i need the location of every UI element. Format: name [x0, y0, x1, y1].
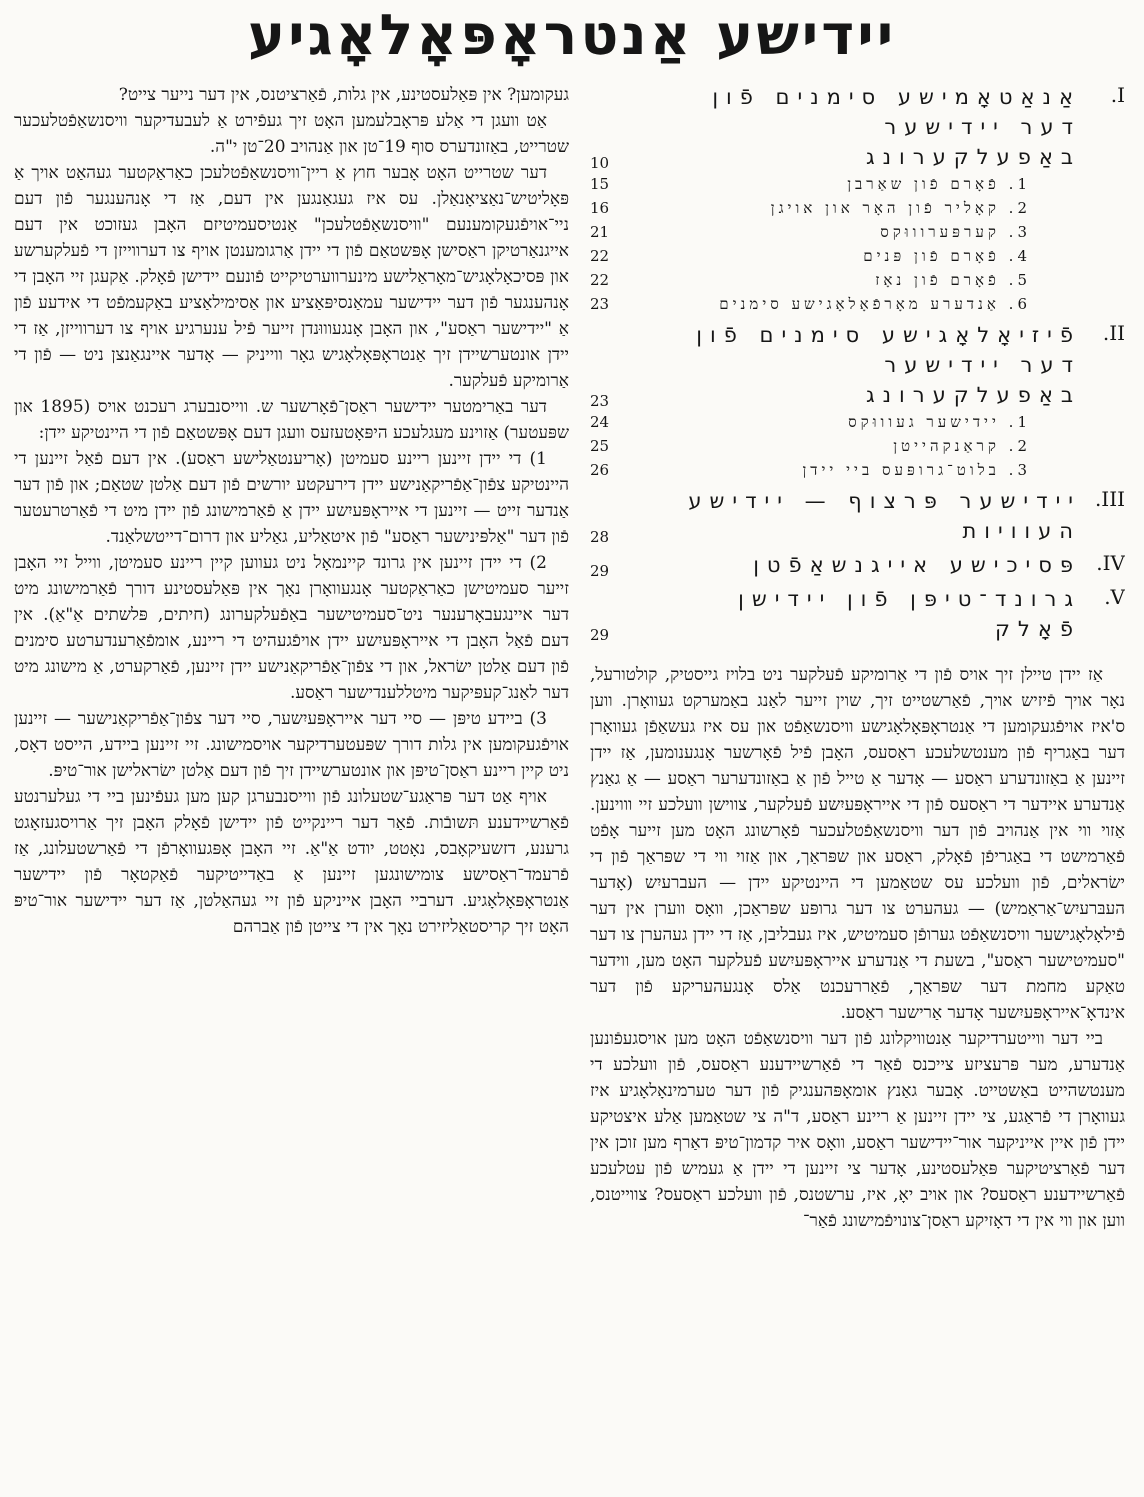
- paragraph: 1) די יידן זיינען ריינע סעמיטן (אָריענטאַלישע ראַסע). אין דעם פֿאַל זיינען די היינטיקע צפֿון־אַפֿריקאַנישע יידן דירעקטע יורשים פֿון דעם אַלטן שטאַם; און פֿון דער אַנדער זייט — זיינען די אייראָפּעיִשע יידן אַ פֿאַרמישונג פֿון יידן מיט די פֿאַרטרעטער פֿון דער "אַלפּינישער ראַסע" פֿון איטאַליע, גאַליע און דרום־דייטשלאַנד.: [14, 449, 569, 547]
- toc-item: [590, 196, 1031, 220]
- toc-item-page: 16: [590, 199, 610, 217]
- paragraph: אַז יידן טיילן זיך אויס פֿון די אַרומיקע פֿעלקער ניט בלויז גייסטיק, קולטורעל, נאָר אויך פֿיזיש אויך, פֿאַרשטייט זיך, שוין זייער לאַנג באַמערקט געוואָרן. ווען ס'איז אויפֿגעקומען די אַנטראָפּאָלאָגישע וויסנשאַפֿט און עס איז געשאַפֿן געוואָרן דער באַגריף פֿון מענטשלעכע ראַסעס, האָבן פֿיל פֿאָרשער אָנגענומען, אַז יידן זיינען אַ באַזונדערע ראַסע — אָדער אַ טייל פֿון אַ באַזונדערער ראַסע — אַ גאַנץ אַנדערע איידער די ראַסעס פֿון די אייראָפּעיִשע פֿעלקער, צווישן וועלכע זיי וווינען. אַזוי ווי אין אַנהויב פֿון דער וויסנשאַפֿטלעכער פֿאָרשונג האָט מען זייער אָפֿט פֿאַרמישט די באַגריפֿן פֿאָלק, ראַסע און שפּראַך, און אַזוי ווי די שפּראַך פֿון די ישׂראלים, פֿון וועלכע עס שטאַמען די היינטיקע יידן — העברעיִש (אָדער העבּרעיִש־אַראַמיש) — געהערט צו דער גרופּע שפּראַכן, וואָס ווערן אין דער פֿילאָלאָגישער וויסנשאַפֿט גערופֿן סעמיטיש, איז געבליבן, אַז די יידן געהערן צו דער "סעמיטישער ראַסע", בשעת די אַנדערע אייראָפּעיִשע פֿעלקער האָט מען, ווידער טאַקע מחמת דער שפּראַך, פֿאַררעכנט אַלס אָנגעהעריקע פֿון דער אינדאָ־אייראָפּעיִשער אָדער אַרישער ראַסע.: [590, 665, 1125, 1023]
- toc-item-list: [590, 410, 1081, 482]
- paragraph: ביי דער ווייטערדיקער אַנטוויקלונג פֿון דער וויסנשאַפֿט האָט מען אויסגעפֿונען אַנדערע, מער פּרעציזע צייכנס פֿאַר די פֿאַרשיידענע ראַסעס, פֿון וועלכע די מענטשהייט באַשטייט. אָבער גאַנץ אומאָפּהענגיק פֿון דער טערמינאָלאָגיע איז געוואָרן די פֿראַגע, צי יידן זיינען אַ ריינע ראַסע, ד"ה צי שטאַמען אַלע איצטיקע יידן פֿון איין אייניקער אור־יידישער ראַסע, וואָס איר קדמון־טיפּ דאַרף מען זוכן אין דער פֿאַרציטיקער פּאַלעסטינע, אָדער צי זיינען די יידן אַ געמיש פֿון עטלעכע פֿאַרשיידענע ראַסעס? און אויב יאָ, איז, ערשטנס, פֿון וועלכע ראַסעס? צווייטנס, ווען און ווי אין די דאָזיקע ראַסן־צונויפֿמישונג פֿאַר־: [590, 1029, 1125, 1231]
- toc-section: [590, 82, 1125, 316]
- toc-page-number: 29: [590, 562, 610, 580]
- toc-section: [590, 550, 1125, 580]
- paragraph: געקומען? אין פּאַלעסטינע, אין גלות, פֿאַרציטנס, אין דער נייער צייט?: [118, 85, 569, 105]
- toc-page-number: 23: [590, 392, 610, 410]
- toc-item-page: 26: [590, 461, 610, 479]
- toc-item: [590, 458, 1031, 482]
- toc-section-title: אַנאַטאָמישע סימנים פֿון דער יידישער באַפעלקערונג: [712, 85, 1081, 169]
- toc-item-page: 21: [590, 223, 610, 241]
- paragraph: דער באַרימטער יידישער ראַסן־פֿאָרשער ש. ווייסנבערג רעכנט אויס (1895 און שפּעטער) אַזוינע מעגלעכע היפּאָטעזעס וועגן דעם אָפּשטאַם פֿון די היינטיקע יידן:: [14, 397, 569, 443]
- toc-item-page: 22: [590, 271, 610, 289]
- toc-section-number: II.: [1102, 321, 1125, 345]
- table-of-contents: [590, 82, 1125, 644]
- paragraph: אַט וועגן די אַלע פּראָבלעמען האָט זיך געפֿירט אַ לעבעדיקער וויסנשאַפֿטלעכער שטרייט, באַזונדערס סוף 19־טן און אַנהויב 20־טן י"ה.: [14, 111, 569, 157]
- toc-section-title: גרונד־טיפּן פֿון יידישן פֿאָלק: [738, 587, 1081, 641]
- toc-item-page: 15: [590, 175, 610, 193]
- toc-section-title: פֿיזיאָלאָגישע סימנים פֿון דער יידישער באַפעלקערונג: [696, 323, 1081, 407]
- right-column: [590, 82, 1125, 1494]
- toc-item-label: 4. פֿאָרם פֿון פּנים: [863, 247, 1031, 265]
- toc-item-label: 3. בלוט־גרופּעס ביי יידן: [802, 461, 1031, 479]
- toc-section-title: פּסיכישע אייגנשאַפֿטן: [753, 553, 1081, 577]
- toc-item: [590, 434, 1031, 458]
- left-column: [14, 82, 569, 1494]
- toc-section-title: יידישער פּרצוף — יידישע העוויות: [688, 489, 1081, 543]
- toc-item-label: 3. קערפּערוווּקס: [880, 223, 1031, 241]
- toc-item: [590, 172, 1031, 196]
- toc-page-number: 29: [590, 626, 610, 644]
- toc-item: [590, 220, 1031, 244]
- toc-item-label: 1. יידישער געוווּקס: [848, 413, 1031, 431]
- toc-item: [590, 292, 1031, 316]
- toc-section: [590, 320, 1125, 482]
- paragraph: דער שטרייט האָט אָבער חוץ אַ ריין־וויסנשאַפֿטלעכן כאַראַקטער געהאַט אויך אַ פּאָליטיש־נאַציאָנאַלן. עס איז געגאַנגען אין דעם, אַז די אָנהענגער פֿון דעם ניי־אויפֿגעקומענעם "וויסנשאַפֿטלעכן" אַנטיסעמיטיזם האָבן געזוכט אין דעם אייגנאַרטיקן ראַסישן אָפּשטאַם פֿון די יידן אַרגומענטן אויף צו דערווייזן די פֿעלקערשע און פּסיכאָלאָגיש־מאָראַלישע מינערווערטיקייט פֿונעם יידישן פֿאָלק. אַקעגן זיי האָבן די אָנהענגער פֿון דער יידישער עמאַנסיפּאַציע און אַסימילאַציע באַקעמפֿט די אידעע פֿון אַ "יידישער ראַסע", און האָבן אָנגעוווּנדן זייער פֿיל ענערגיע אויף צו דערווייזן, אַז די יידן אונטערשיידן זיך אַנטראָפּאָלאָגיש גאָר ווייניק — אָדער איינגאַנצן ניט — פֿון די אַרומיקע פֿעלקער.: [14, 163, 569, 391]
- toc-item-page: 25: [590, 437, 610, 455]
- toc-item-label: 2. קאָליר פֿון האָר און אויגן: [770, 199, 1031, 217]
- intro-text: [590, 662, 1125, 1234]
- toc-section: [590, 584, 1125, 644]
- toc-item-list: [590, 172, 1081, 316]
- toc-section-number: V.: [1104, 585, 1125, 609]
- toc-item: [590, 244, 1031, 268]
- page-title: יידישע אַנטראָפּאָלאָגיע: [247, 3, 897, 68]
- toc-section-number: I.: [1110, 83, 1125, 107]
- paragraph: אויף אַט דער פּראַגע־שטעלונג פֿון ווייסנבערגן קען מען געפֿינען ביי די געלערנטע פֿאַרשיידענע תּשובֿות. פֿאַר דער ריינקייט פֿון יידישן פֿאָלק האָבן זיך אַרויסגעזאָגט גרענע, דזשעיקאָבס, נאָטט, יודט אַ"אַ. זיי האָבן אָפּגעוואָרפֿן די פֿאַרשטעלונג, אַז פֿרעמד־ראַסישע צומישונגען זיינען אַ באַדייטיקער פֿאַקטאָר פֿון יידישער אַנטראָפּאָלאָגיע. דערביי האָבן אייניקע פֿון זיי געהאַלטן, אַז דער יידישער אור־טיפּ האָט זיך קריסטאַליזירט נאָך אין די צייטן פֿון אַברהם: [14, 787, 569, 937]
- toc-item-label: 1. פֿאָרם פֿון שאַרבן: [847, 175, 1031, 193]
- toc-item-page: 23: [590, 295, 610, 313]
- toc-item-label: 6. אַנדערע מאָרפֿאָלאָגישע סימנים: [719, 295, 1031, 313]
- toc-item: [590, 268, 1031, 292]
- toc-item-label: 5. פֿאָרם פֿון נאָז: [875, 271, 1031, 289]
- toc-item: [590, 410, 1031, 434]
- toc-item-page: 24: [590, 413, 610, 431]
- paragraph: 3) ביידע טיפּן — סיי דער אייראָפּעיִשער, סיי דער צפֿון־אַפֿריקאַנישער — זיינען אויפֿגעקומען אין גלות דורך שפּעטערדיקער אויסמישונג. זיי זיינען ביידע, הייסט דאָס, ניט קיין ריינע ראַסן־טיפּן און אונטערשיידן זיך פֿון דעם אַלטן ישׂראלישן אור־טיפּ.: [14, 709, 569, 781]
- toc-item-label: 2. קראַנקהייטן: [893, 437, 1031, 455]
- toc-section-number: III.: [1094, 487, 1125, 511]
- toc-page-number: 28: [590, 528, 610, 546]
- paragraph: 2) די יידן זיינען אין גרונד קיינמאָל ניט געווען קיין ריינע סעמיטן, ווייל זיי האָבן זייער סעמיטישן כאַראַקטער אָנגעוואָרן נאָך אין פּאַלעסטינע דורך פֿאַרמישונג מיט דער איינגעבאָרענער ניט־סעמיטישער באַפֿעלקערונג (חיתים, פּלשתים אַ"אַ). אין דעם פֿאַל האָבן די אייראָפּעיִשע יידן אויפֿגעהיט די ריינע, אומפֿאַרענדערטע סימנים פֿון דעם אַלטן ישׂראל, און די צפֿון־אַפֿריקאַנישע יידן זיינען, פֿאַרקערט, אַ מישונג מיט דער לאַנג־קעפּיקער מיטללענדישער ראַסע.: [14, 553, 569, 703]
- toc-item-page: 22: [590, 247, 610, 265]
- toc-page-number: 10: [590, 154, 610, 172]
- toc-section: [590, 486, 1125, 546]
- toc-section-number: IV.: [1096, 551, 1125, 575]
